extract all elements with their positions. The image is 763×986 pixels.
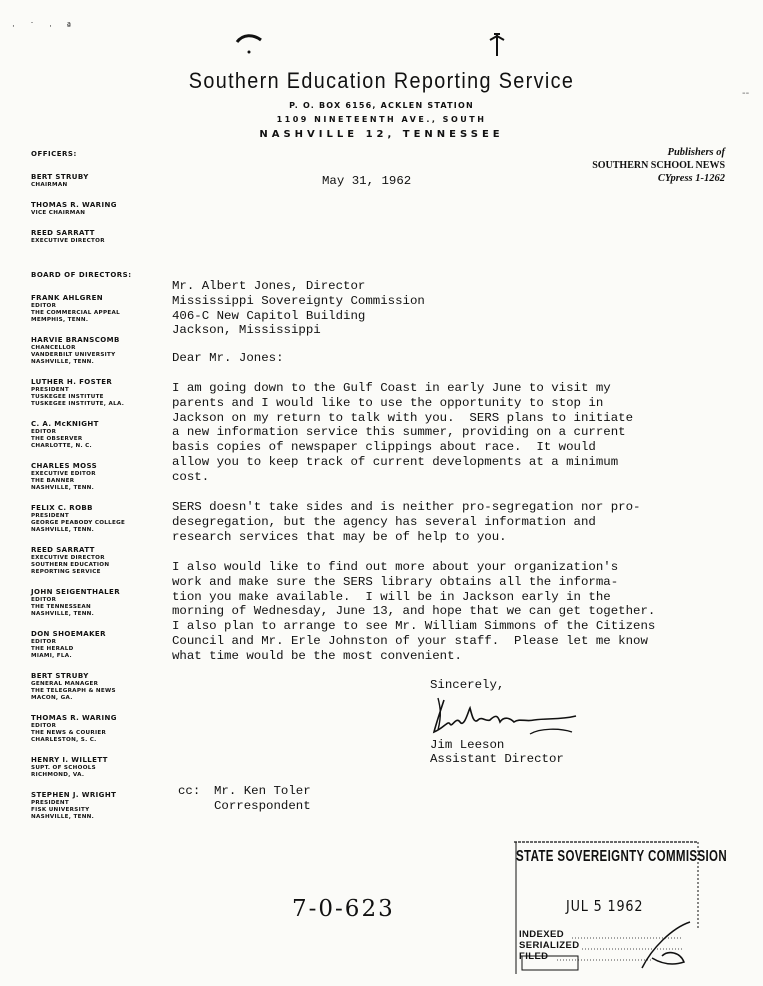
- signer-title: Assistant Director: [430, 752, 564, 766]
- directory-entry: [31, 201, 156, 217]
- officers-list: [31, 173, 156, 245]
- cc-name: Mr. Ken Toler: [214, 784, 311, 798]
- board-list: [31, 294, 156, 821]
- person-role-line: PRESIDENT: [31, 513, 69, 519]
- directory-entry: [31, 420, 156, 450]
- letterhead-title: Southern Education Reporting Service: [188, 68, 575, 93]
- officers-heading: OFFICERS:: [31, 150, 77, 158]
- person-name: THOMAS R. WARING: [31, 201, 117, 209]
- directory-entry: [31, 378, 156, 408]
- handwritten-signature: [430, 694, 580, 740]
- person-role-line: GEORGE PEABODY COLLEGE: [31, 520, 126, 526]
- publishers-phone: CYpress 1-1262: [657, 173, 725, 184]
- person-role-line: EXECUTIVE DIRECTOR: [31, 555, 105, 561]
- person-name: THOMAS R. WARING: [31, 714, 117, 722]
- cc-role: Correspondent: [214, 799, 311, 813]
- person-role-line: EXECUTIVE DIRECTOR: [31, 238, 105, 244]
- salutation: Dear Mr. Jones:: [172, 351, 284, 365]
- person-role-line: PRESIDENT: [31, 800, 69, 806]
- person-role-line: MEMPHIS, TENN.: [31, 317, 89, 323]
- publishers-name: SOUTHERN SCHOOL NEWS: [592, 160, 725, 171]
- person-name: REED SARRATT: [31, 546, 95, 554]
- directory-entry: [31, 714, 156, 744]
- closing: Sincerely,: [430, 678, 505, 692]
- person-role-line: FISK UNIVERSITY: [31, 807, 90, 813]
- recipient-address: Mr. Albert Jones, Director Mississippi Sovereignty Commission 406-C New Capitol Building Jackson, Mississippi: [172, 279, 425, 338]
- person-role-line: THE COMMERCIAL APPEAL: [31, 310, 120, 316]
- person-role-line: PRESIDENT: [31, 387, 69, 393]
- letterhead-city: NASHVILLE 12, TENNESSEE: [259, 129, 504, 140]
- person-role-line: EDITOR: [31, 639, 57, 645]
- directory-entry: [31, 672, 156, 702]
- paragraph-1: I am going down to the Gulf Coast in early June to visit my parents and I would like to use the opportunity to stop in Jackson on my return to talk with you. SERS plans to initiate a new information service this summer, providing on a current basis copies of newspaper clippings about race. It would allow you to keep track of current developments at a minimum cost.: [172, 381, 634, 484]
- letterhead-avenue: 1109 NINETEENTH AVE., SOUTH: [276, 115, 487, 124]
- person-role-line: MIAMI, FLA.: [31, 653, 72, 659]
- directory-entry: [31, 294, 156, 324]
- person-role-line: CHARLOTTE, N. C.: [31, 443, 92, 449]
- person-name: FRANK AHLGREN: [31, 294, 104, 302]
- person-role-line: CHAIRMAN: [31, 182, 68, 188]
- person-role-line: TUSKEGEE INSTITUTE: [31, 394, 104, 400]
- publishers-label: Publishers of: [667, 147, 725, 158]
- stamp-indexed: INDEXED: [519, 929, 565, 940]
- person-role-line: VICE CHAIRMAN: [31, 210, 86, 216]
- publishers-block: [545, 146, 725, 185]
- person-role-line: EDITOR: [31, 597, 57, 603]
- directory-entry: [31, 173, 156, 189]
- person-role-line: NASHVILLE, TENN.: [31, 485, 95, 491]
- person-name: HENRY I. WILLETT: [31, 756, 108, 764]
- palm-right-icon: [482, 30, 512, 60]
- person-name: CHARLES MOSS: [31, 462, 98, 470]
- person-role-line: THE OBSERVER: [31, 436, 83, 442]
- person-role-line: NASHVILLE, TENN.: [31, 814, 95, 820]
- person-role-line: CHARLESTON, S. C.: [31, 737, 97, 743]
- person-name: JOHN SEIGENTHALER: [31, 588, 121, 596]
- person-role-line: SOUTHERN EDUCATION: [31, 562, 110, 568]
- directory-entry: [31, 229, 156, 245]
- stamp-serialized: SERIALIZED: [519, 940, 580, 951]
- person-role-line: EDITOR: [31, 303, 57, 309]
- directory-entry: [31, 546, 156, 576]
- person-role-line: RICHMOND, VA.: [31, 772, 85, 778]
- person-role-line: THE HERALD: [31, 646, 74, 652]
- person-name: HARVIE BRANSCOMB: [31, 336, 120, 344]
- directory-entry: [31, 756, 156, 779]
- handwritten-file-number: 7-0-623: [292, 896, 395, 922]
- cc-label: cc:: [178, 784, 201, 798]
- person-name: BERT STRUBY: [31, 672, 89, 680]
- directory-entry: [31, 588, 156, 618]
- person-role-line: THE BANNER: [31, 478, 75, 484]
- person-role-line: MACON, GA.: [31, 695, 73, 701]
- person-name: FELIX C. ROBB: [31, 504, 93, 512]
- person-role-line: EDITOR: [31, 429, 57, 435]
- person-role-line: REPORTING SERVICE: [31, 569, 101, 575]
- person-role-line: SUPT. OF SCHOOLS: [31, 765, 96, 771]
- person-role-line: GENERAL MANAGER: [31, 681, 99, 687]
- directory-entry: [31, 630, 156, 660]
- person-role-line: CHANCELLOR: [31, 345, 76, 351]
- letter-date: May 31, 1962: [322, 174, 412, 188]
- person-role-line: EDITOR: [31, 723, 57, 729]
- scan-specks: · ˙ · ª: [12, 22, 78, 32]
- person-name: STEPHEN J. WRIGHT: [31, 791, 117, 799]
- person-role-line: NASHVILLE, TENN.: [31, 527, 95, 533]
- person-name: LUTHER H. FOSTER: [31, 378, 113, 386]
- stamp-filed: FILED: [519, 951, 549, 962]
- signer-name: Jim Leeson: [430, 738, 505, 752]
- torch-left-icon: [235, 30, 265, 58]
- person-role-line: VANDERBILT UNIVERSITY: [31, 352, 116, 358]
- person-role-line: THE NEWS & COURIER: [31, 730, 107, 736]
- sidebar-directory: [31, 150, 156, 833]
- stamp-title: STATE SOVEREIGNTY COMMISSION: [516, 848, 728, 865]
- person-role-line: NASHVILLE, TENN.: [31, 611, 95, 617]
- person-name: DON SHOEMAKER: [31, 630, 106, 638]
- person-name: REED SARRATT: [31, 229, 95, 237]
- person-role-line: NASHVILLE, TENN.: [31, 359, 95, 365]
- paragraph-2: SERS doesn't take sides and is neither pro-segregation nor pro- desegregation, but the agency has several information and research services that may be of help to you.: [172, 500, 641, 544]
- letterhead-po-box: P. O. BOX 6156, ACKLEN STATION: [289, 101, 474, 110]
- person-role-line: THE TENNESSEAN: [31, 604, 91, 610]
- person-name: C. A. McKNIGHT: [31, 420, 99, 428]
- directory-entry: [31, 504, 156, 534]
- paragraph-3: I also would like to find out more about your organization's work and make sure the SERS library obtains all the informa- tion you make available. I will be in Jackson early in the morning of Wednesday, June 13, and hope that we can get together. I also plan to arrange to see Mr. William Simmons of the Citizens Council and Mr. Erle Johnston of your staff. Please let me know what time would be the most convenient.: [172, 560, 656, 663]
- directory-entry: [31, 791, 156, 821]
- directory-entry: [31, 462, 156, 492]
- person-role-line: EXECUTIVE EDITOR: [31, 471, 96, 477]
- directory-entry: [31, 336, 156, 366]
- person-role-line: TUSKEGEE INSTITUTE, ALA.: [31, 401, 125, 407]
- person-role-line: THE TELEGRAPH & NEWS: [31, 688, 116, 694]
- margin-mark: --: [742, 88, 750, 99]
- person-name: BERT STRUBY: [31, 173, 89, 181]
- board-heading: BOARD OF DIRECTORS:: [31, 271, 132, 279]
- stamp-date: JUL 5 1962: [566, 897, 644, 915]
